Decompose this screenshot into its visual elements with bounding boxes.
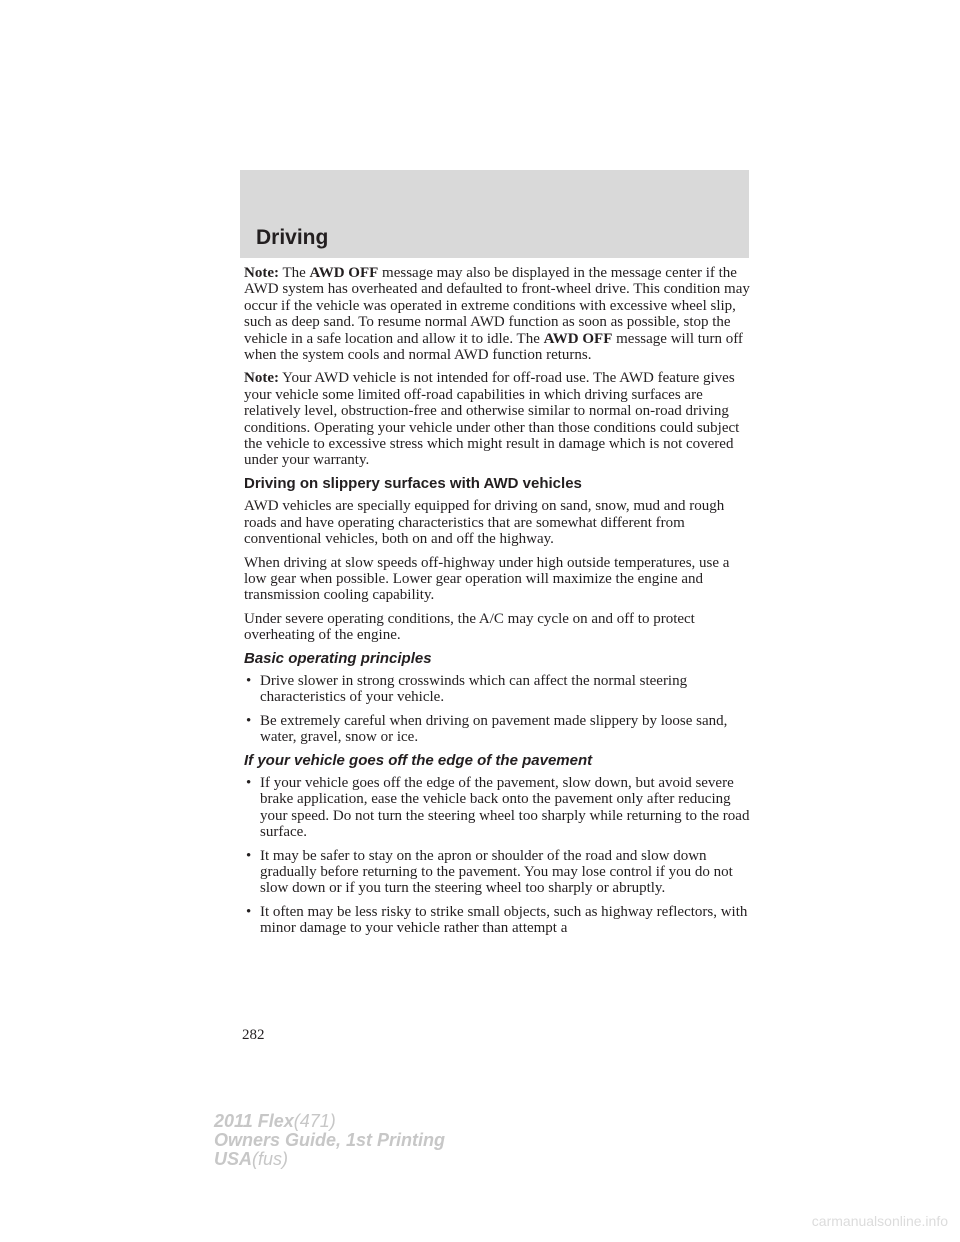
footer-line <box>214 1150 445 1169</box>
note-text: The <box>278 265 310 281</box>
subsection-heading: If your vehicle goes off the edge of the pavement <box>244 751 593 769</box>
footer-code: (471) <box>293 1111 336 1131</box>
bullet-icon: • <box>246 712 252 729</box>
paragraph: AWD vehicles are specially equipped for driving on sand, snow, mud and rough roads and have operating characteristics that are somewhat different from conventional vehicles, both on and off the highway. <box>244 498 725 548</box>
page-title: Driving <box>256 226 329 249</box>
bullet-list <box>244 775 754 937</box>
bullet-icon: • <box>246 774 252 791</box>
note-label: Note: <box>244 370 279 387</box>
list-item <box>244 673 754 706</box>
note-text: message will turn off when the system cools and normal AWD function returns. <box>244 330 743 364</box>
list-item <box>244 713 754 746</box>
list-item <box>244 904 754 937</box>
footer-print-info <box>214 1112 445 1169</box>
bullet-list <box>244 673 754 746</box>
page-number: 282 <box>242 1027 265 1043</box>
subsection-heading: Basic operating principles <box>244 649 432 667</box>
note-label: Note: <box>244 265 279 281</box>
paragraph: Under severe operating conditions, the A/C may cycle on and off to protect overheating of the engine. <box>244 610 695 644</box>
awd-off-message: AWD OFF <box>309 265 379 281</box>
list-item <box>244 775 754 841</box>
list-item-text: It may be safer to stay on the apron or shoulder of the road and slow down gradually before returning to the pavement. You may lose control if you do not slow down or if you turn the steering wheel too sharply or abruptly. <box>260 847 733 897</box>
content <box>244 265 754 944</box>
footer-line: Owners Guide, 1st Printing <box>214 1130 446 1150</box>
watermark: carmanualsonline.info <box>811 1213 948 1229</box>
section-heading: Driving on slippery surfaces with AWD vehicles <box>244 474 582 492</box>
bullet-icon: • <box>246 847 252 864</box>
footer-model: 2011 Flex <box>214 1111 294 1131</box>
list-item <box>244 848 754 897</box>
list-item-text: Be extremely careful when driving on pavement made slippery by loose sand, water, gravel, snow or ice. <box>260 712 728 746</box>
list-item-text: If your vehicle goes off the edge of the pavement, slow down, but avoid severe brake application, ease the vehicle back onto the pavement only after reducing your speed. Do not turn the steering wheel too sharply while returning to the road surface. <box>260 774 750 841</box>
note-text: Your AWD vehicle is not intended for off-road use. The AWD feature gives your vehicle some limited off-road capabilities in which driving surfaces are relatively level, obstruction-free and otherwise similar to normal on-road driving conditions. Operating your vehicle under other than those conditions could subject the vehicle to excessive stress which might result in damage which is not covered under your warranty. <box>244 370 740 469</box>
list-item-text: Drive slower in strong crosswinds which can affect the normal steering characteristics of your vehicle. <box>260 672 688 706</box>
note-paragraph <box>244 370 754 468</box>
paragraph: When driving at slow speeds off-highway under high outside temperatures, use a low gear when possible. Lower gear operation will maximize the engine and transmission cooling capability. <box>244 554 730 604</box>
list-item-text: It often may be less risky to strike small objects, such as highway reflectors, with minor damage to your vehicle rather than attempt a <box>260 903 748 937</box>
bullet-icon: • <box>246 672 252 689</box>
footer-line <box>214 1112 445 1131</box>
footer-market: USA <box>214 1149 253 1169</box>
note-paragraph <box>244 265 754 363</box>
bullet-icon: • <box>246 903 252 920</box>
footer-code: (fus) <box>252 1149 289 1169</box>
awd-off-message: AWD OFF <box>543 330 613 347</box>
note-text: message may also be displayed in the message center if the AWD system has overheated and defaulted to front-wheel drive. This condition may occur if the vehicle was operated in extreme conditions with excessive wheel slip, such as deep sand. To resume normal AWD function as soon as possible, stop the vehicle in a safe location and allow it to idle. The <box>244 265 750 347</box>
